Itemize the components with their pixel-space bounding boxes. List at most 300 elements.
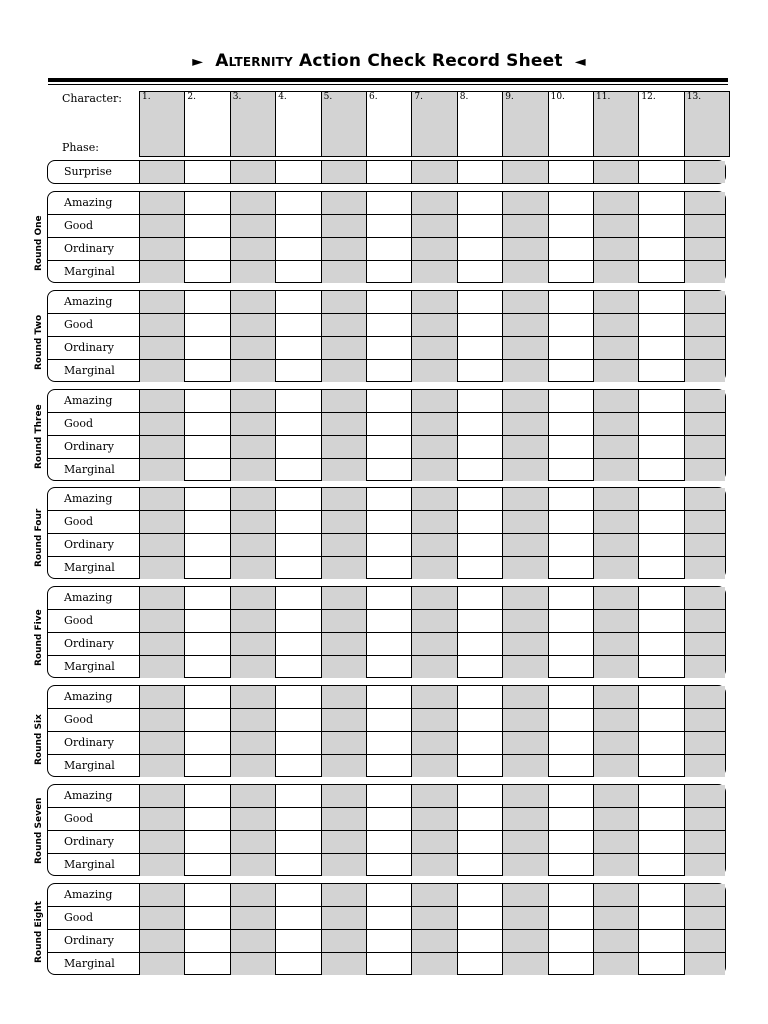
round-7-amazing-cell[interactable] — [230, 785, 275, 807]
round-8-amazing-cell[interactable] — [366, 884, 411, 906]
round-7-ordinary-cell[interactable] — [502, 831, 547, 853]
round-5-good-cell[interactable] — [684, 610, 725, 632]
character-column-1[interactable] — [139, 91, 185, 157]
round-6-good-cell[interactable] — [502, 709, 547, 731]
round-4-good-cell[interactable] — [638, 511, 683, 533]
round-8-ordinary-cell[interactable] — [684, 930, 725, 952]
round-6-ordinary-cell[interactable] — [411, 732, 456, 754]
round-4-marginal-cell[interactable] — [502, 557, 547, 579]
round-3-good-cell[interactable] — [502, 413, 547, 435]
round-7-good-cell[interactable] — [638, 808, 683, 830]
round-7-ordinary-cell[interactable] — [230, 831, 275, 853]
round-2-marginal-cell[interactable] — [321, 360, 366, 382]
round-2-marginal-cell[interactable] — [275, 360, 320, 382]
round-7-ordinary-cell[interactable] — [321, 831, 366, 853]
round-2-good-cell[interactable] — [366, 314, 411, 336]
round-7-good-cell[interactable] — [321, 808, 366, 830]
character-column-7[interactable] — [411, 91, 457, 157]
round-2-ordinary-cell[interactable] — [548, 337, 593, 359]
round-7-ordinary-cell[interactable] — [411, 831, 456, 853]
round-8-marginal-cell[interactable] — [638, 953, 683, 975]
round-6-ordinary-cell[interactable] — [502, 732, 547, 754]
round-8-marginal-cell[interactable] — [684, 953, 725, 975]
round-5-ordinary-cell[interactable] — [593, 633, 638, 655]
round-4-ordinary-cell[interactable] — [457, 534, 502, 556]
round-4-amazing-cell[interactable] — [638, 488, 683, 510]
character-column-4[interactable] — [275, 91, 321, 157]
round-4-amazing-cell[interactable] — [457, 488, 502, 510]
round-8-ordinary-cell[interactable] — [593, 930, 638, 952]
round-6-ordinary-cell[interactable] — [139, 732, 184, 754]
round-4-ordinary-cell[interactable] — [638, 534, 683, 556]
round-7-marginal-cell[interactable] — [457, 854, 502, 876]
round-2-marginal-cell[interactable] — [184, 360, 229, 382]
round-2-marginal-cell[interactable] — [411, 360, 456, 382]
surprise-cell[interactable] — [321, 161, 366, 183]
round-7-ordinary-cell[interactable] — [366, 831, 411, 853]
round-5-amazing-cell[interactable] — [275, 587, 320, 609]
round-8-marginal-cell[interactable] — [184, 953, 229, 975]
round-1-marginal-cell[interactable] — [502, 261, 547, 283]
round-3-good-cell[interactable] — [457, 413, 502, 435]
round-8-amazing-cell[interactable] — [593, 884, 638, 906]
round-8-ordinary-cell[interactable] — [321, 930, 366, 952]
round-3-ordinary-cell[interactable] — [230, 436, 275, 458]
round-7-amazing-cell[interactable] — [184, 785, 229, 807]
round-4-amazing-cell[interactable] — [684, 488, 725, 510]
round-3-good-cell[interactable] — [411, 413, 456, 435]
round-5-amazing-cell[interactable] — [684, 587, 725, 609]
round-4-marginal-cell[interactable] — [275, 557, 320, 579]
round-4-good-cell[interactable] — [593, 511, 638, 533]
round-3-good-cell[interactable] — [184, 413, 229, 435]
round-1-good-cell[interactable] — [230, 215, 275, 237]
round-8-ordinary-cell[interactable] — [411, 930, 456, 952]
round-5-amazing-cell[interactable] — [411, 587, 456, 609]
surprise-cell[interactable] — [638, 161, 683, 183]
round-1-amazing-cell[interactable] — [411, 192, 456, 214]
round-5-ordinary-cell[interactable] — [366, 633, 411, 655]
round-6-amazing-cell[interactable] — [684, 686, 725, 708]
round-1-good-cell[interactable] — [638, 215, 683, 237]
round-3-marginal-cell[interactable] — [684, 459, 725, 481]
round-3-marginal-cell[interactable] — [184, 459, 229, 481]
surprise-cell[interactable] — [548, 161, 593, 183]
round-7-amazing-cell[interactable] — [638, 785, 683, 807]
round-2-good-cell[interactable] — [457, 314, 502, 336]
round-3-ordinary-cell[interactable] — [457, 436, 502, 458]
round-7-amazing-cell[interactable] — [457, 785, 502, 807]
round-8-good-cell[interactable] — [366, 907, 411, 929]
round-3-good-cell[interactable] — [548, 413, 593, 435]
round-5-ordinary-cell[interactable] — [230, 633, 275, 655]
round-6-ordinary-cell[interactable] — [230, 732, 275, 754]
round-5-good-cell[interactable] — [593, 610, 638, 632]
round-3-amazing-cell[interactable] — [502, 390, 547, 412]
round-7-amazing-cell[interactable] — [593, 785, 638, 807]
round-4-amazing-cell[interactable] — [230, 488, 275, 510]
round-8-good-cell[interactable] — [638, 907, 683, 929]
round-2-marginal-cell[interactable] — [366, 360, 411, 382]
round-2-marginal-cell[interactable] — [457, 360, 502, 382]
round-6-amazing-cell[interactable] — [548, 686, 593, 708]
round-5-amazing-cell[interactable] — [230, 587, 275, 609]
round-6-amazing-cell[interactable] — [638, 686, 683, 708]
round-7-good-cell[interactable] — [502, 808, 547, 830]
round-1-ordinary-cell[interactable] — [457, 238, 502, 260]
round-4-marginal-cell[interactable] — [139, 557, 184, 579]
round-7-amazing-cell[interactable] — [139, 785, 184, 807]
round-3-ordinary-cell[interactable] — [366, 436, 411, 458]
round-4-good-cell[interactable] — [684, 511, 725, 533]
round-6-marginal-cell[interactable] — [366, 755, 411, 777]
round-7-ordinary-cell[interactable] — [275, 831, 320, 853]
round-3-marginal-cell[interactable] — [230, 459, 275, 481]
round-7-amazing-cell[interactable] — [684, 785, 725, 807]
round-3-good-cell[interactable] — [139, 413, 184, 435]
round-1-marginal-cell[interactable] — [321, 261, 366, 283]
round-6-marginal-cell[interactable] — [275, 755, 320, 777]
round-2-good-cell[interactable] — [184, 314, 229, 336]
round-4-ordinary-cell[interactable] — [502, 534, 547, 556]
round-6-amazing-cell[interactable] — [502, 686, 547, 708]
round-8-good-cell[interactable] — [230, 907, 275, 929]
round-2-ordinary-cell[interactable] — [593, 337, 638, 359]
round-8-amazing-cell[interactable] — [502, 884, 547, 906]
round-1-marginal-cell[interactable] — [184, 261, 229, 283]
round-5-amazing-cell[interactable] — [321, 587, 366, 609]
round-1-ordinary-cell[interactable] — [684, 238, 725, 260]
round-4-ordinary-cell[interactable] — [366, 534, 411, 556]
round-4-marginal-cell[interactable] — [184, 557, 229, 579]
round-5-ordinary-cell[interactable] — [275, 633, 320, 655]
round-8-amazing-cell[interactable] — [275, 884, 320, 906]
round-4-good-cell[interactable] — [230, 511, 275, 533]
round-3-ordinary-cell[interactable] — [684, 436, 725, 458]
round-4-amazing-cell[interactable] — [411, 488, 456, 510]
round-5-marginal-cell[interactable] — [457, 656, 502, 678]
round-8-amazing-cell[interactable] — [139, 884, 184, 906]
round-1-good-cell[interactable] — [684, 215, 725, 237]
round-3-ordinary-cell[interactable] — [502, 436, 547, 458]
round-8-ordinary-cell[interactable] — [184, 930, 229, 952]
round-4-good-cell[interactable] — [411, 511, 456, 533]
round-8-ordinary-cell[interactable] — [548, 930, 593, 952]
round-6-marginal-cell[interactable] — [684, 755, 725, 777]
round-5-good-cell[interactable] — [366, 610, 411, 632]
round-5-good-cell[interactable] — [457, 610, 502, 632]
round-6-amazing-cell[interactable] — [457, 686, 502, 708]
round-8-marginal-cell[interactable] — [593, 953, 638, 975]
round-1-marginal-cell[interactable] — [230, 261, 275, 283]
round-8-ordinary-cell[interactable] — [230, 930, 275, 952]
round-5-amazing-cell[interactable] — [502, 587, 547, 609]
surprise-cell[interactable] — [275, 161, 320, 183]
round-7-good-cell[interactable] — [411, 808, 456, 830]
round-8-ordinary-cell[interactable] — [366, 930, 411, 952]
character-column-11[interactable] — [593, 91, 639, 157]
round-2-amazing-cell[interactable] — [184, 291, 229, 313]
round-6-amazing-cell[interactable] — [411, 686, 456, 708]
round-6-ordinary-cell[interactable] — [275, 732, 320, 754]
round-6-marginal-cell[interactable] — [593, 755, 638, 777]
round-1-amazing-cell[interactable] — [275, 192, 320, 214]
round-5-marginal-cell[interactable] — [230, 656, 275, 678]
round-8-ordinary-cell[interactable] — [457, 930, 502, 952]
round-7-marginal-cell[interactable] — [184, 854, 229, 876]
round-5-amazing-cell[interactable] — [184, 587, 229, 609]
round-1-amazing-cell[interactable] — [184, 192, 229, 214]
round-8-amazing-cell[interactable] — [548, 884, 593, 906]
round-3-amazing-cell[interactable] — [139, 390, 184, 412]
round-7-amazing-cell[interactable] — [321, 785, 366, 807]
round-8-good-cell[interactable] — [411, 907, 456, 929]
round-4-marginal-cell[interactable] — [593, 557, 638, 579]
round-6-good-cell[interactable] — [684, 709, 725, 731]
round-2-good-cell[interactable] — [321, 314, 366, 336]
surprise-cell[interactable] — [411, 161, 456, 183]
round-3-amazing-cell[interactable] — [457, 390, 502, 412]
round-2-ordinary-cell[interactable] — [638, 337, 683, 359]
round-3-good-cell[interactable] — [230, 413, 275, 435]
round-5-amazing-cell[interactable] — [638, 587, 683, 609]
round-7-marginal-cell[interactable] — [502, 854, 547, 876]
round-7-marginal-cell[interactable] — [548, 854, 593, 876]
round-3-marginal-cell[interactable] — [411, 459, 456, 481]
round-8-good-cell[interactable] — [321, 907, 366, 929]
round-2-amazing-cell[interactable] — [502, 291, 547, 313]
round-7-amazing-cell[interactable] — [366, 785, 411, 807]
round-3-amazing-cell[interactable] — [321, 390, 366, 412]
round-6-marginal-cell[interactable] — [502, 755, 547, 777]
round-5-marginal-cell[interactable] — [548, 656, 593, 678]
round-8-good-cell[interactable] — [593, 907, 638, 929]
round-1-amazing-cell[interactable] — [457, 192, 502, 214]
round-3-ordinary-cell[interactable] — [184, 436, 229, 458]
round-3-amazing-cell[interactable] — [275, 390, 320, 412]
round-1-ordinary-cell[interactable] — [230, 238, 275, 260]
round-6-good-cell[interactable] — [548, 709, 593, 731]
round-1-marginal-cell[interactable] — [366, 261, 411, 283]
round-5-good-cell[interactable] — [139, 610, 184, 632]
character-column-6[interactable] — [366, 91, 412, 157]
round-7-good-cell[interactable] — [230, 808, 275, 830]
round-4-good-cell[interactable] — [139, 511, 184, 533]
round-4-ordinary-cell[interactable] — [411, 534, 456, 556]
round-3-ordinary-cell[interactable] — [411, 436, 456, 458]
round-2-good-cell[interactable] — [638, 314, 683, 336]
round-2-marginal-cell[interactable] — [684, 360, 725, 382]
round-7-marginal-cell[interactable] — [684, 854, 725, 876]
round-3-ordinary-cell[interactable] — [321, 436, 366, 458]
round-7-ordinary-cell[interactable] — [593, 831, 638, 853]
round-4-good-cell[interactable] — [184, 511, 229, 533]
round-7-marginal-cell[interactable] — [411, 854, 456, 876]
round-7-ordinary-cell[interactable] — [684, 831, 725, 853]
round-1-good-cell[interactable] — [321, 215, 366, 237]
round-4-good-cell[interactable] — [321, 511, 366, 533]
round-3-good-cell[interactable] — [366, 413, 411, 435]
round-6-amazing-cell[interactable] — [593, 686, 638, 708]
round-3-amazing-cell[interactable] — [184, 390, 229, 412]
round-1-marginal-cell[interactable] — [139, 261, 184, 283]
round-4-ordinary-cell[interactable] — [548, 534, 593, 556]
round-5-good-cell[interactable] — [411, 610, 456, 632]
round-7-marginal-cell[interactable] — [321, 854, 366, 876]
round-4-good-cell[interactable] — [548, 511, 593, 533]
round-4-ordinary-cell[interactable] — [184, 534, 229, 556]
round-1-ordinary-cell[interactable] — [275, 238, 320, 260]
round-3-marginal-cell[interactable] — [548, 459, 593, 481]
round-2-amazing-cell[interactable] — [638, 291, 683, 313]
round-1-amazing-cell[interactable] — [139, 192, 184, 214]
round-7-marginal-cell[interactable] — [638, 854, 683, 876]
round-5-marginal-cell[interactable] — [502, 656, 547, 678]
round-7-amazing-cell[interactable] — [548, 785, 593, 807]
round-6-good-cell[interactable] — [411, 709, 456, 731]
round-6-good-cell[interactable] — [638, 709, 683, 731]
round-2-good-cell[interactable] — [502, 314, 547, 336]
round-5-marginal-cell[interactable] — [184, 656, 229, 678]
round-5-ordinary-cell[interactable] — [184, 633, 229, 655]
round-7-good-cell[interactable] — [184, 808, 229, 830]
round-6-good-cell[interactable] — [593, 709, 638, 731]
round-4-amazing-cell[interactable] — [593, 488, 638, 510]
surprise-cell[interactable] — [366, 161, 411, 183]
round-2-good-cell[interactable] — [593, 314, 638, 336]
round-1-good-cell[interactable] — [275, 215, 320, 237]
round-8-good-cell[interactable] — [139, 907, 184, 929]
round-5-ordinary-cell[interactable] — [502, 633, 547, 655]
round-6-ordinary-cell[interactable] — [321, 732, 366, 754]
round-3-good-cell[interactable] — [684, 413, 725, 435]
round-2-ordinary-cell[interactable] — [502, 337, 547, 359]
round-5-good-cell[interactable] — [230, 610, 275, 632]
round-8-marginal-cell[interactable] — [502, 953, 547, 975]
round-3-marginal-cell[interactable] — [366, 459, 411, 481]
round-2-amazing-cell[interactable] — [230, 291, 275, 313]
round-6-amazing-cell[interactable] — [321, 686, 366, 708]
round-8-amazing-cell[interactable] — [457, 884, 502, 906]
round-5-ordinary-cell[interactable] — [457, 633, 502, 655]
round-5-marginal-cell[interactable] — [593, 656, 638, 678]
round-4-ordinary-cell[interactable] — [593, 534, 638, 556]
round-5-amazing-cell[interactable] — [457, 587, 502, 609]
round-6-amazing-cell[interactable] — [139, 686, 184, 708]
round-5-ordinary-cell[interactable] — [638, 633, 683, 655]
round-2-amazing-cell[interactable] — [366, 291, 411, 313]
round-1-good-cell[interactable] — [139, 215, 184, 237]
character-column-13[interactable] — [684, 91, 730, 157]
round-6-marginal-cell[interactable] — [184, 755, 229, 777]
round-1-marginal-cell[interactable] — [411, 261, 456, 283]
round-5-good-cell[interactable] — [184, 610, 229, 632]
round-5-amazing-cell[interactable] — [139, 587, 184, 609]
round-5-good-cell[interactable] — [502, 610, 547, 632]
character-column-2[interactable] — [184, 91, 230, 157]
character-column-12[interactable] — [638, 91, 684, 157]
round-2-amazing-cell[interactable] — [457, 291, 502, 313]
round-7-ordinary-cell[interactable] — [139, 831, 184, 853]
round-2-good-cell[interactable] — [275, 314, 320, 336]
round-3-ordinary-cell[interactable] — [548, 436, 593, 458]
round-7-amazing-cell[interactable] — [411, 785, 456, 807]
round-4-amazing-cell[interactable] — [275, 488, 320, 510]
round-1-marginal-cell[interactable] — [548, 261, 593, 283]
round-3-ordinary-cell[interactable] — [638, 436, 683, 458]
round-7-ordinary-cell[interactable] — [548, 831, 593, 853]
round-8-amazing-cell[interactable] — [684, 884, 725, 906]
round-7-amazing-cell[interactable] — [275, 785, 320, 807]
round-4-ordinary-cell[interactable] — [139, 534, 184, 556]
round-4-marginal-cell[interactable] — [548, 557, 593, 579]
round-4-amazing-cell[interactable] — [548, 488, 593, 510]
round-5-marginal-cell[interactable] — [638, 656, 683, 678]
round-3-ordinary-cell[interactable] — [275, 436, 320, 458]
round-3-amazing-cell[interactable] — [366, 390, 411, 412]
round-2-ordinary-cell[interactable] — [184, 337, 229, 359]
round-3-marginal-cell[interactable] — [457, 459, 502, 481]
round-1-good-cell[interactable] — [184, 215, 229, 237]
round-1-amazing-cell[interactable] — [548, 192, 593, 214]
round-6-marginal-cell[interactable] — [321, 755, 366, 777]
round-4-amazing-cell[interactable] — [139, 488, 184, 510]
round-6-marginal-cell[interactable] — [411, 755, 456, 777]
round-7-good-cell[interactable] — [684, 808, 725, 830]
round-6-amazing-cell[interactable] — [275, 686, 320, 708]
round-4-marginal-cell[interactable] — [230, 557, 275, 579]
round-5-ordinary-cell[interactable] — [684, 633, 725, 655]
round-1-good-cell[interactable] — [502, 215, 547, 237]
round-7-ordinary-cell[interactable] — [184, 831, 229, 853]
round-1-amazing-cell[interactable] — [321, 192, 366, 214]
round-7-marginal-cell[interactable] — [366, 854, 411, 876]
round-8-good-cell[interactable] — [184, 907, 229, 929]
round-8-ordinary-cell[interactable] — [638, 930, 683, 952]
round-7-marginal-cell[interactable] — [230, 854, 275, 876]
round-6-ordinary-cell[interactable] — [366, 732, 411, 754]
round-4-marginal-cell[interactable] — [684, 557, 725, 579]
round-2-ordinary-cell[interactable] — [684, 337, 725, 359]
round-2-amazing-cell[interactable] — [684, 291, 725, 313]
round-4-amazing-cell[interactable] — [184, 488, 229, 510]
round-3-marginal-cell[interactable] — [638, 459, 683, 481]
round-3-ordinary-cell[interactable] — [139, 436, 184, 458]
round-1-amazing-cell[interactable] — [638, 192, 683, 214]
round-1-ordinary-cell[interactable] — [502, 238, 547, 260]
round-5-good-cell[interactable] — [638, 610, 683, 632]
round-6-good-cell[interactable] — [184, 709, 229, 731]
round-2-marginal-cell[interactable] — [502, 360, 547, 382]
round-7-good-cell[interactable] — [275, 808, 320, 830]
round-4-marginal-cell[interactable] — [638, 557, 683, 579]
round-4-ordinary-cell[interactable] — [684, 534, 725, 556]
round-2-good-cell[interactable] — [411, 314, 456, 336]
round-5-ordinary-cell[interactable] — [411, 633, 456, 655]
round-6-marginal-cell[interactable] — [457, 755, 502, 777]
round-1-ordinary-cell[interactable] — [548, 238, 593, 260]
surprise-cell[interactable] — [184, 161, 229, 183]
round-5-good-cell[interactable] — [321, 610, 366, 632]
round-3-ordinary-cell[interactable] — [593, 436, 638, 458]
round-2-good-cell[interactable] — [230, 314, 275, 336]
round-2-amazing-cell[interactable] — [321, 291, 366, 313]
round-6-marginal-cell[interactable] — [638, 755, 683, 777]
character-column-3[interactable] — [230, 91, 276, 157]
round-3-amazing-cell[interactable] — [548, 390, 593, 412]
round-6-marginal-cell[interactable] — [548, 755, 593, 777]
round-2-ordinary-cell[interactable] — [457, 337, 502, 359]
